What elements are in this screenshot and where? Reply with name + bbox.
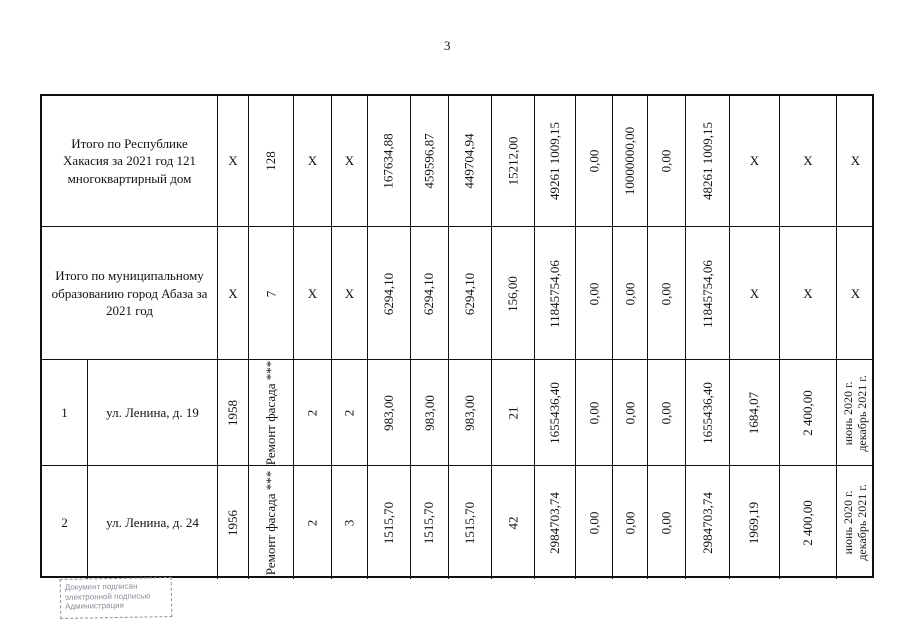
cell-address: ул. Ленина, д. 19 xyxy=(106,405,199,420)
cell-fund-4: 2984703,74 xyxy=(699,491,715,554)
cell-area-total: 1515,70 xyxy=(381,501,396,544)
table-row xyxy=(42,465,872,579)
period-start: июнь 2020 г. xyxy=(841,490,856,555)
cell-people: 21 xyxy=(505,406,520,420)
cell-fund-4: 11845754,06 xyxy=(699,259,715,328)
cell-fund-4: 48261 1009,15 xyxy=(699,122,715,200)
cell-floors: Х xyxy=(307,153,318,168)
cell-area-total: 983,00 xyxy=(381,395,396,431)
cell-limit: 2 400,00 xyxy=(800,499,815,546)
cell-unit-cost: 1684,07 xyxy=(746,391,762,435)
cell-year: Х xyxy=(228,153,238,168)
cell-floors: 2 xyxy=(304,409,320,417)
cell-people: 156,00 xyxy=(505,275,520,312)
cell-people: 42 xyxy=(505,516,520,529)
cell-limit: 2 400,00 xyxy=(800,390,815,436)
stamp-line-2: электронной подписью xyxy=(64,590,151,602)
cell-fund-2: 0,00 xyxy=(622,511,637,534)
cell-area-1: 1515,70 xyxy=(421,501,437,544)
cell-cost-total: 11845754,06 xyxy=(547,259,562,328)
cell-fund-2: 10000000,00 xyxy=(622,126,637,196)
cell-fund-1: 0,00 xyxy=(586,401,601,425)
cell-cost-total: 2984703,74 xyxy=(547,491,562,554)
cell-fund-1: 0,00 xyxy=(586,149,601,173)
cell-row-number: 1 xyxy=(61,405,68,420)
cell-fund-3: 0,00 xyxy=(658,282,674,305)
cell-area-1: 983,00 xyxy=(421,395,437,431)
cell-people: 15212,00 xyxy=(505,136,520,186)
cell-entrances: Х xyxy=(344,285,355,301)
cell-period: Х xyxy=(850,285,861,301)
cell-unit-cost: Х xyxy=(749,153,760,168)
cell-entrances: Х xyxy=(344,153,355,168)
stamp-line-1: Документ подписан xyxy=(64,581,138,592)
cell-period: Х xyxy=(850,153,861,168)
cell-work-count: 7 xyxy=(263,290,278,297)
row-label: Итого по муниципальному образованию город Абаза за 2021 год xyxy=(51,268,208,319)
cell-fund-2: 0,00 xyxy=(622,282,637,305)
data-table xyxy=(40,94,874,578)
cell-area-2: 983,00 xyxy=(462,395,477,431)
cell-period xyxy=(841,375,870,452)
cell-fund-3: 0,00 xyxy=(658,401,674,425)
cell-fund-2: 0,00 xyxy=(622,401,637,425)
stamp-line-3: Администрация xyxy=(65,601,125,612)
cell-area-total: 167634,88 xyxy=(381,133,396,189)
cell-unit-cost: 1969,19 xyxy=(746,501,762,544)
cell-entrances: 3 xyxy=(341,519,357,526)
cell-floors: Х xyxy=(307,285,318,301)
cell-area-2: 6294,10 xyxy=(462,272,477,315)
cell-area-1: 459596,87 xyxy=(421,133,437,189)
cell-unit-cost: Х xyxy=(749,285,760,301)
cell-fund-3: 0,00 xyxy=(658,149,674,173)
period-end: декабрь 2021 г. xyxy=(855,484,870,561)
cell-area-1: 6294,10 xyxy=(421,272,437,315)
cell-area-total: 6294,10 xyxy=(381,272,396,315)
cell-row-number: 2 xyxy=(61,514,68,530)
cell-cost-total: 49261 1009,15 xyxy=(547,122,562,200)
page-number: 3 xyxy=(444,38,451,53)
cell-cost-total: 1655436,40 xyxy=(547,382,562,444)
cell-work-count: 128 xyxy=(263,151,278,171)
period-start: июнь 2020 г. xyxy=(841,381,856,445)
cell-fund-1: 0,00 xyxy=(586,511,601,534)
cell-period xyxy=(841,484,870,561)
cell-work-type: Ремонт фасада *** xyxy=(263,360,279,466)
period-end: декабрь 2021 г. xyxy=(855,374,870,452)
table-row-municipal-total xyxy=(42,226,872,360)
cell-fund-3: 0,00 xyxy=(658,511,674,534)
cell-floors: 2 xyxy=(304,519,320,526)
cell-limit: Х xyxy=(803,285,813,301)
cell-year: 1958 xyxy=(225,400,240,426)
cell-address: ул. Ленина, д. 24 xyxy=(106,514,199,530)
cell-entrances: 2 xyxy=(341,409,357,417)
cell-year: Х xyxy=(228,285,238,301)
cell-area-2: 449704,94 xyxy=(462,133,477,189)
electronic-signature-stamp xyxy=(60,577,173,619)
cell-work-type: Ремонт фасада *** xyxy=(263,470,279,575)
cell-year: 1956 xyxy=(225,509,240,536)
cell-fund-1: 0,00 xyxy=(586,282,601,305)
cell-limit: Х xyxy=(803,153,813,168)
row-label: Итого по Республике Хакасия за 2021 год 121 многоквартирный дом xyxy=(63,135,196,186)
table-row xyxy=(42,359,872,466)
cell-fund-4: 1655436,40 xyxy=(699,382,715,444)
table-row-republic-total xyxy=(42,96,872,226)
cell-area-2: 1515,70 xyxy=(462,501,477,544)
